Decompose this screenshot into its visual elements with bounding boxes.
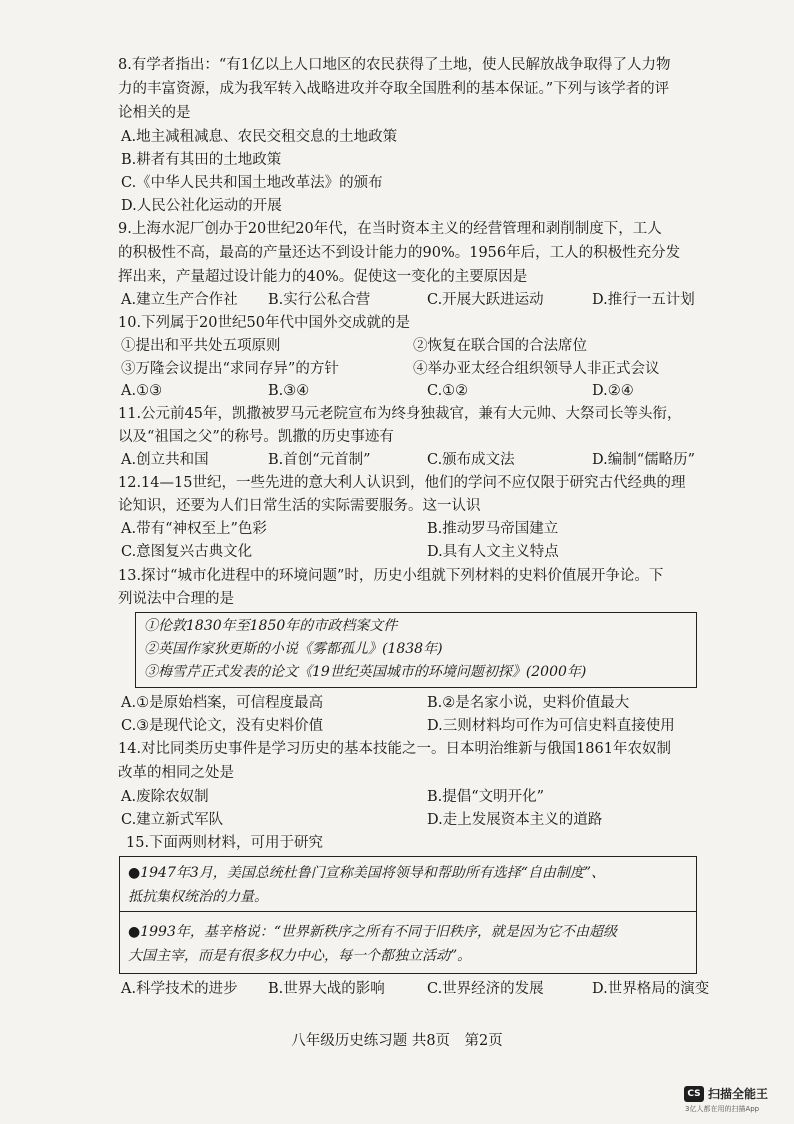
q15-material-divider (119, 911, 697, 912)
page-footer: 八年级历史练习题 共8页 第2页 (291, 1033, 503, 1049)
q10-option-a: A.①③ (121, 383, 163, 399)
scanner-logo (684, 1085, 768, 1102)
q11-option-c: C.颁布成文法 (427, 452, 515, 468)
q13-material-2: ②英国作家狄更斯的小说《雾都孤儿》(1838年) (144, 641, 443, 657)
q12-option-c: C.意图复兴古典文化 (121, 544, 253, 560)
q9-option-a: A.建立生产合作社 (121, 292, 238, 308)
q15-option-a: A.科学技术的进步 (121, 981, 238, 997)
q15-material-1-line1: ●1947年3月，美国总统杜鲁门宣称美国将领导和帮助所有选择“自由制度”、 (128, 865, 606, 881)
q12-option-d: D.具有人文主义特点 (427, 544, 559, 560)
q11-stem-line1: 11.公元前45年，凯撒被罗马元老院宣布为终身独裁官，兼有大元帅、大祭司长等头衔， (118, 406, 682, 422)
q10-stem: 10.下列属于20世纪50年代中国外交成就的是 (118, 315, 410, 331)
q15-material-1-line2: 抵抗集权统治的力量。 (128, 889, 268, 905)
q8-option-b: B.耕者有其田的土地政策 (121, 152, 282, 168)
q11-option-d: D.编制“儒略历” (592, 452, 696, 468)
q14-stem-line2: 改革的相同之处是 (118, 765, 234, 781)
q10-item-4: ④举办亚太经合组织领导人非正式会议 (413, 361, 660, 377)
q10-item-1: ①提出和平共处五项原则 (121, 338, 281, 354)
q14-option-a: A.废除农奴制 (121, 789, 209, 805)
q9-option-c: C.开展大跃进运动 (427, 292, 544, 308)
q9-option-b: B.实行公私合营 (268, 292, 371, 308)
q8-stem-line1: 8.有学者指出：“有1亿以上人口地区的农民获得了土地，使人民解放战争取得了人力物 (118, 57, 671, 73)
q9-stem-line2: 的积极性不高，最高的产量还达不到设计能力的90%。1956年后，工人的积极性充分发 (118, 245, 681, 261)
q15-option-d: D.世界格局的演变 (592, 981, 710, 997)
q13-option-b: B.②是名家小说，史料价值最大 (427, 695, 630, 711)
q11-stem-line2: 以及“祖国之父”的称号。凯撒的历史事迹有 (118, 429, 394, 445)
q8-stem-line2: 力的丰富资源，成为我军转入战略进攻并夺取全国胜利的基本保证。”下列与该学者的评 (118, 81, 670, 97)
q13-option-a: A.①是原始档案，可信程度最高 (121, 695, 324, 711)
q15-material-box (119, 856, 697, 974)
q8-option-a: A.地主减租减息、农民交租交息的土地政策 (121, 129, 398, 145)
camscanner-icon: CS (684, 1086, 704, 1102)
q8-option-d: D.人民公社化运动的开展 (121, 198, 282, 214)
q10-option-d: D.②④ (592, 383, 634, 399)
q12-option-a: A.带有“神权至上”色彩 (121, 521, 267, 537)
q15-option-b: B.世界大战的影响 (268, 981, 385, 997)
q15-stem: 15.下面两则材料，可用于研究 (126, 835, 324, 851)
q13-option-c: C.③是现代论文，没有史料价值 (121, 718, 324, 734)
q15-material-2-line2: 大国主宰，而是有很多权力中心，每一个都独立活动”。 (128, 948, 472, 964)
q12-stem-line1: 12.14—15世纪，一些先进的意大利人认识到，他们的学问不应仅限于研究古代经典的理 (118, 475, 686, 491)
q14-stem-line1: 14.对比同类历史事件是学习历史的基本技能之一。日本明治维新与俄国1861年农奴制 (118, 741, 671, 757)
q11-option-b: B.首创“元首制” (268, 452, 371, 468)
q14-option-b: B.提倡“文明开化” (427, 789, 545, 805)
q11-option-a: A.创立共和国 (121, 452, 209, 468)
q9-stem-line1: 9.上海水泥厂创办于20世纪20年代，在当时资本主义的经营管理和剥削制度下，工人 (118, 221, 662, 237)
q10-option-c: C.①② (427, 383, 469, 399)
q13-stem-line2: 列说法中合理的是 (118, 591, 234, 607)
q13-option-d: D.三则材料均可作为可信史料直接使用 (427, 718, 675, 734)
q8-option-c: C.《中华人民共和国土地改革法》的颁布 (121, 175, 383, 191)
q8-stem-line3: 论相关的是 (118, 105, 191, 121)
q13-material-3: ③梅雪芹正式发表的论文《19世纪英国城市的环境问题初探》(2000年) (144, 664, 587, 680)
q14-option-d: D.走上发展资本主义的道路 (427, 812, 603, 828)
q10-item-3: ③万隆会议提出“求同存异”的方针 (121, 361, 339, 377)
q14-option-c: C.建立新式军队 (121, 812, 224, 828)
q12-stem-line2: 论知识，还要为人们日常生活的实际需要服务。这一认识 (118, 498, 481, 514)
q15-option-c: C.世界经济的发展 (427, 981, 544, 997)
scanner-tagline: 3亿人都在用的扫描App (685, 1105, 760, 1113)
q12-option-b: B.推动罗马帝国建立 (427, 521, 559, 537)
scanner-name: 扫描全能王 (708, 1087, 769, 1101)
q10-item-2: ②恢复在联合国的合法席位 (413, 338, 587, 354)
q9-stem-line3: 挥出来，产量超过设计能力的40%。促使这一变化的主要原因是 (118, 269, 528, 285)
q15-material-2-line1: ●1993年，基辛格说：“世界新秩序之所有不同于旧秩序，就是因为它不由超级 (128, 924, 618, 940)
q13-material-1: ①伦敦1830年至1850年的市政档案文件 (144, 618, 398, 634)
q13-material-box (135, 612, 697, 688)
q9-option-d: D.推行一五计划 (592, 292, 695, 308)
q10-option-b: B.③④ (268, 383, 310, 399)
q13-stem-line1: 13.探讨“城市化进程中的环境问题”时，历史小组就下列材料的史料价值展开争论。下 (118, 568, 664, 584)
